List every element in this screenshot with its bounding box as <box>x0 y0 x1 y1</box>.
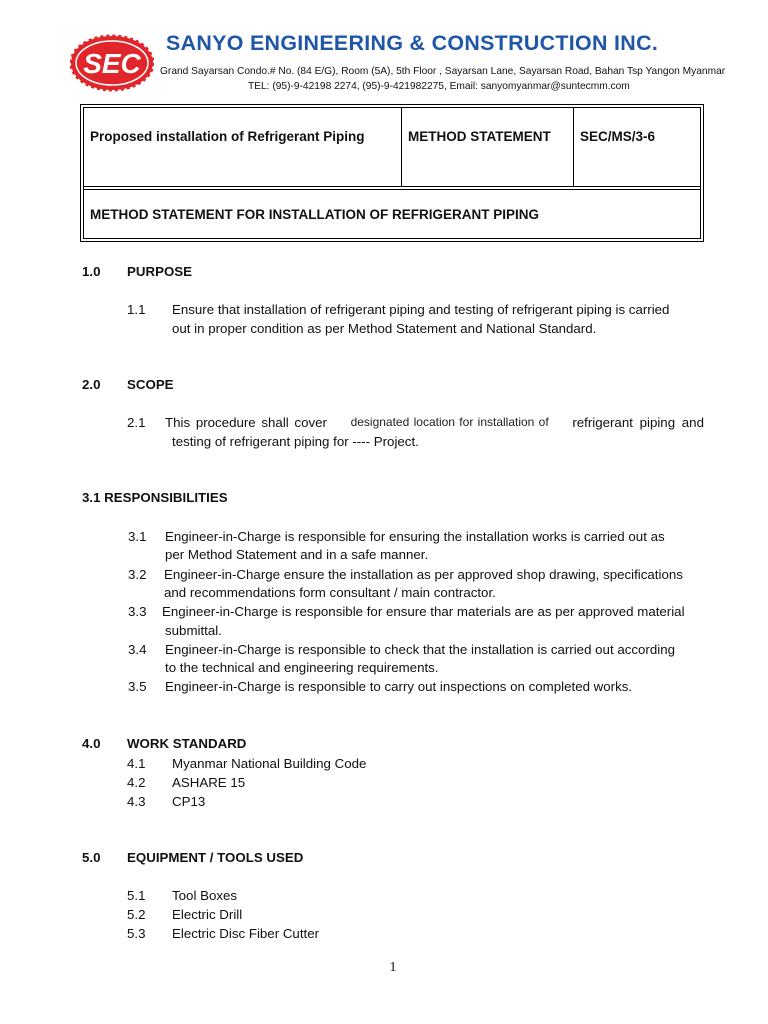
scope-text-line <box>165 413 704 432</box>
table-divider <box>84 186 700 187</box>
table-divider <box>401 108 402 186</box>
item-number: 3.3 <box>128 604 147 619</box>
responsibility-text-line: to the technical and engineering requirements. <box>165 660 439 675</box>
purpose-text-line: Ensure that installation of refrigerant piping and testing of refrigerant piping is carried <box>172 302 670 317</box>
standard-item: Myanmar National Building Code <box>172 756 367 771</box>
standard-item: ASHARE 15 <box>172 775 246 790</box>
scope-text-part: This procedure shall cover <box>165 415 327 430</box>
responsibility-text-line: Engineer-in-Charge ensure the installation as per approved shop drawing, specifications <box>164 567 683 582</box>
table-divider <box>573 108 574 186</box>
section-number: 5.0 <box>82 850 101 865</box>
section-number: 2.0 <box>82 377 101 392</box>
section-title-scope: SCOPE <box>127 377 174 392</box>
item-number: 3.4 <box>128 642 147 657</box>
doc-title: Proposed installation of Refrigerant Piping <box>90 129 365 144</box>
item-number: 1.1 <box>127 302 146 317</box>
responsibility-text-line: submittal. <box>165 623 222 638</box>
doc-code: SEC/MS/3-6 <box>580 129 656 144</box>
section-title-purpose: PURPOSE <box>127 264 193 279</box>
responsibility-text-line: per Method Statement and in a safe manner. <box>165 547 429 562</box>
company-contact: TEL: (95)-9-42198 2274, (95)-9-421982275, Email: sanyomyanmar@suntecmm.com <box>248 81 630 92</box>
responsibility-text-line: Engineer-in-Charge is responsible for ensure thar materials are as per approved material <box>162 604 685 619</box>
table-divider <box>84 189 700 190</box>
item-number: 3.2 <box>128 567 147 582</box>
company-logo <box>70 34 154 92</box>
equipment-item: Tool Boxes <box>172 888 238 903</box>
responsibility-text-line: Engineer-in-Charge is responsible to check that the installation is carried out according <box>165 642 675 657</box>
item-number: 5.2 <box>127 907 146 922</box>
item-number: 5.3 <box>127 926 146 941</box>
item-number: 3.5 <box>128 679 147 694</box>
item-number: 2.1 <box>127 415 146 430</box>
scope-text-part: designated location for installation of <box>350 415 549 429</box>
logo-text: SEC <box>83 48 141 79</box>
page-number: 1 <box>389 960 397 975</box>
doc-subject: METHOD STATEMENT FOR INSTALLATION OF REFRIGERANT PIPING <box>90 207 539 222</box>
responsibility-text-line: Engineer-in-Charge is responsible to carry out inspections on completed works. <box>165 679 633 694</box>
item-number: 5.1 <box>127 888 146 903</box>
section-title-equipment: EQUIPMENT / TOOLS USED <box>127 850 304 865</box>
item-number: 4.2 <box>127 775 146 790</box>
item-number: 3.1 <box>128 529 147 544</box>
responsibility-text-line: Engineer-in-Charge is responsible for ensuring the installation works is carried out as <box>165 529 665 544</box>
section-number: 1.0 <box>82 264 101 279</box>
section-title-responsibilities: 3.1 RESPONSIBILITIES <box>82 490 228 505</box>
company-name: SANYO ENGINEERING & CONSTRUCTION INC. <box>166 32 659 55</box>
equipment-item: Electric Disc Fiber Cutter <box>172 926 320 941</box>
purpose-text-line: out in proper condition as per Method Statement and National Standard. <box>172 321 597 336</box>
item-number: 4.1 <box>127 756 146 771</box>
scope-text-part: refrigerant piping and <box>572 415 704 430</box>
title-table <box>80 104 704 242</box>
equipment-item: Electric Drill <box>172 907 243 922</box>
section-title-work-standard: WORK STANDARD <box>127 736 247 751</box>
doc-type: METHOD STATEMENT <box>408 129 551 144</box>
responsibility-text-line: and recommendations form consultant / main contractor. <box>164 585 496 600</box>
standard-item: CP13 <box>172 794 206 809</box>
item-number: 4.3 <box>127 794 146 809</box>
scope-text-line: testing of refrigerant piping for ---- Project. <box>172 434 419 449</box>
company-address: Grand Sayarsan Condo.# No. (84 E/G), Room (5A), 5th Floor , Sayarsan Lane, Sayarsan Road, Bahan Tsp Yangon Myanmar <box>160 66 726 77</box>
section-number: 4.0 <box>82 736 101 751</box>
